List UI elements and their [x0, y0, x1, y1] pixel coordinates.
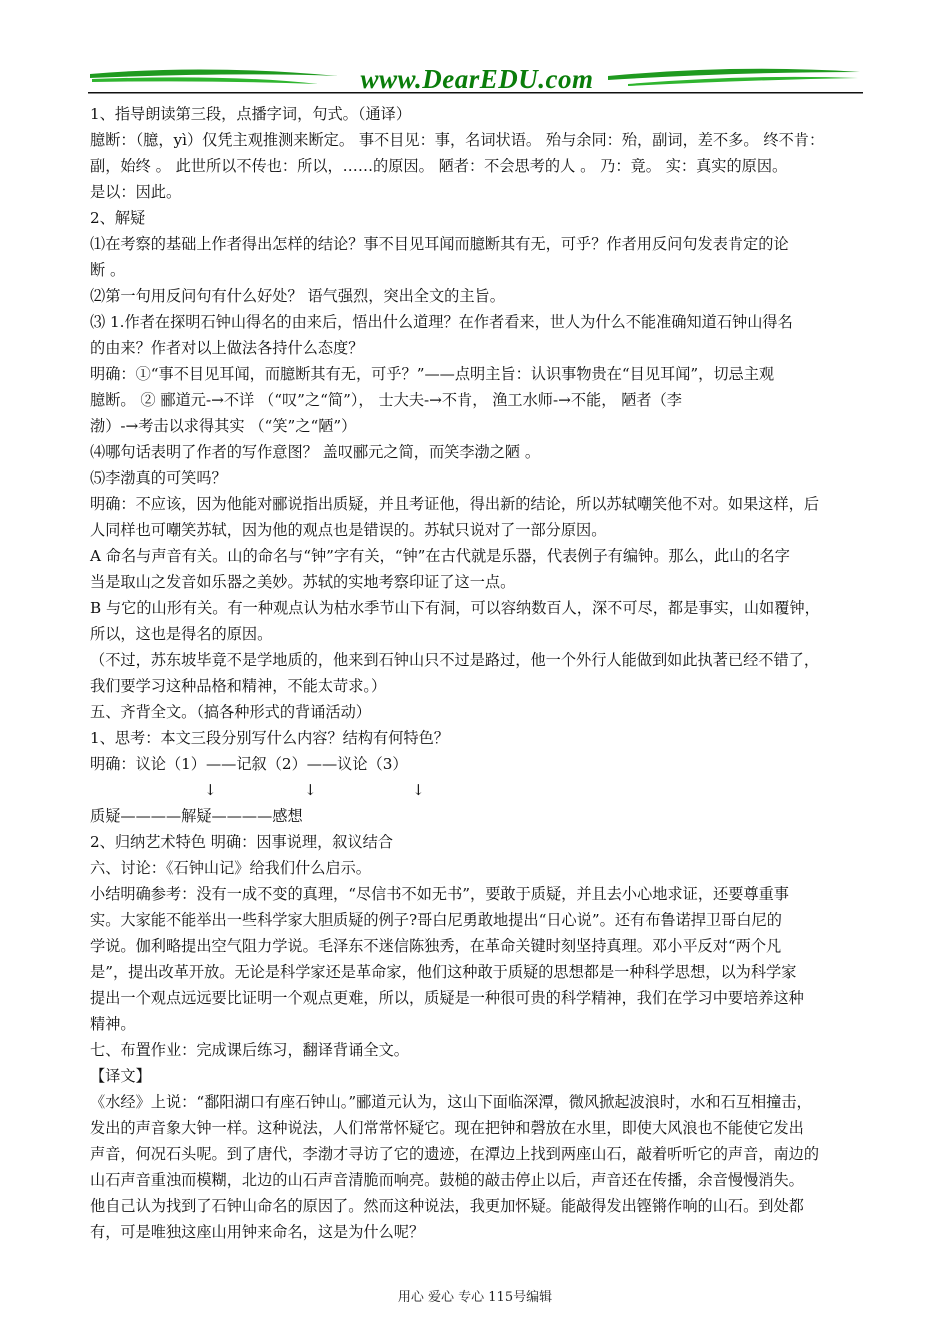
text-line: 臆断：（臆，yì）仅凭主观推测来断定。 事不目见：事，名词状语。 殆与余同：殆，副词，差不多。 终不肯：	[90, 131, 825, 149]
text-line: ⑵第一句用反问句有什么好处？ 语气强烈，突出全文的主旨。	[90, 287, 505, 305]
text-line: 提出一个观点远远要比证明一个观点更难，所以，质疑是一种很可贵的科学精神，我们在学习中要培养这种	[90, 989, 804, 1007]
text-line: 人同样也可嘲笑苏轼，因为他的观点也是错误的。苏轼只说对了一部分原因。	[90, 521, 607, 539]
text-line: 明确：议论（1）——记叙（2）——议论（3）	[90, 755, 408, 773]
text-line: 《水经》上说：“鄱阳湖口有座石钟山。”郦道元认为，这山下面临深潭，微风掀起波浪时，水和石互相撞击，	[90, 1093, 812, 1111]
text-line: 断 。	[90, 261, 126, 279]
text-line: 渤）-→考击以求得其实 （“笑”之“陋”）	[90, 417, 357, 435]
text-line: 1、思考：本文三段分别写什么内容？结构有何特色？	[90, 729, 449, 747]
brand-logo-text: www.DearEDU.com	[360, 64, 594, 94]
text-line: 质疑————解疑————感想	[90, 807, 303, 825]
text-line: 【译文】	[90, 1067, 151, 1085]
page-footer: 用心 爱心 专心 115号编辑	[397, 1290, 553, 1305]
down-arrow-icon: ↓	[412, 781, 425, 799]
text-line: 小结明确参考：没有一成不变的真理，“尽信书不如无书”，要敢于质疑，并且去小心地求证，还要尊重事	[90, 885, 789, 903]
document-body	[90, 101, 862, 1245]
text-line: 我们要学习这种品格和精神，不能太苛求。）	[90, 677, 387, 695]
text-line: 是”，提出改革开放。无论是科学家还是革命家，他们这种敢于质疑的思想都是一种科学思想，以为科学家	[90, 963, 797, 981]
text-line: A 命名与声音有关。山的命名与“钟”字有关，“钟”在古代就是乐器，代表例子有编钟。那么，此山的名字	[90, 547, 790, 565]
text-line: 1、指导朗读第三段，点播字词，句式。（通译）	[90, 105, 412, 123]
text-line: ⑴在考察的基础上作者得出怎样的结论？事不目见耳闻而臆断其有无，可乎？作者用反问句发表肯定的论	[90, 235, 789, 253]
text-line: ⑶ 1.作者在探明石钟山得名的由来后，悟出什么道理？在作者看来，世人为什么不能准确知道石钟山得名	[90, 313, 793, 331]
text-line: （不过，苏东坡毕竟不是学地质的，他来到石钟山只不过是路过，他一个外行人能做到如此执著已经不错了，	[90, 651, 819, 669]
text-line: 六、讨论：《石钟山记》给我们什么启示。	[90, 859, 371, 877]
text-line: 实。大家能不能举出一些科学家大胆质疑的例子?哥白尼勇敢地提出“日心说”。还有布鲁诺捍卫哥白尼的	[90, 911, 782, 929]
text-line: B 与它的山形有关。有一种观点认为枯水季节山下有洞，可以容纳数百人，深不可尽，都是事实，山如覆钟，	[90, 599, 820, 617]
text-line: 五、齐背全文。（搞各种形式的背诵活动）	[90, 703, 371, 721]
text-line: 他自己认为找到了石钟山命名的原因了。然而这种说法，我更加怀疑。能敲得发出铿锵作响的山石。到处都	[90, 1197, 804, 1215]
text-line: 七、布置作业：完成课后练习，翻译背诵全文。	[90, 1041, 409, 1059]
text-line: 2、归纳艺术特色 明确：因事说理，叙议结合	[90, 833, 394, 851]
text-line: 当是取山之发音如乐器之美妙。苏轼的实地考察印证了这一点。	[90, 573, 516, 591]
text-block-continued	[90, 803, 862, 1245]
text-line: 精神。	[90, 1015, 136, 1033]
text-line: 学说。伽利略提出空气阻力学说。毛泽东不迷信陈独秀，在革命关键时刻坚持真理。邓小平反对“两个凡	[90, 937, 782, 955]
text-line: 发出的声音象大钟一样。这种说法，人们常常怀疑它。现在把钟和磬放在水里，即使大风浪也不能使它发出	[90, 1119, 804, 1137]
text-line: 是以：因此。	[90, 183, 182, 201]
text-line: 有，可是唯独这座山用钟来命名，这是为什么呢？	[90, 1223, 425, 1241]
down-arrow-icon: ↓	[304, 781, 317, 799]
text-line: 的由来？作者对以上做法各持什么态度？	[90, 339, 364, 357]
text-line: 明确：不应该，因为他能对郦说指出质疑，并且考证他，得出新的结论，所以苏轼嘲笑他不对。如果这样，后	[90, 495, 819, 513]
text-line: ⑷哪句话表明了作者的写作意图？ 盖叹郦元之简，而笑李渤之陋 。	[90, 443, 541, 461]
down-arrow-icon: ↓	[204, 781, 217, 799]
structure-arrows	[90, 777, 862, 803]
text-line: 明确：①“事不目见耳闻，而臆断其有无，可乎？”——点明主旨：认识事物贵在“目见耳闻”，切忌主观	[90, 365, 775, 383]
text-line: 所以，这也是得名的原因。	[90, 625, 273, 643]
text-line: 臆断。 ② 郦道元-→不详 （“叹”之“简”）， 士大夫-→不肯， 渔工水师-→不能， 陋者（李	[90, 391, 682, 409]
text-line: 山石声音重浊而模糊，北边的山石声音清脆而响亮。鼓槌的敲击停止以后，声音还在传播，余音慢慢消失。	[90, 1171, 804, 1189]
text-line: 副，始终 。 此世所以不传也：所以，……的原因。 陋者：不会思考的人 。 乃：竟。 实：真实的原因。	[90, 157, 788, 175]
text-line: ⑸李渤真的可笑吗？	[90, 469, 227, 487]
text-line: 声音，何况石头呢。到了唐代，李渤才寻访了它的遗迹，在潭边上找到两座山石，敲着听听它的声音，南边的	[90, 1145, 819, 1163]
text-block-main	[90, 101, 862, 777]
text-line: 2、解疑	[90, 209, 146, 227]
